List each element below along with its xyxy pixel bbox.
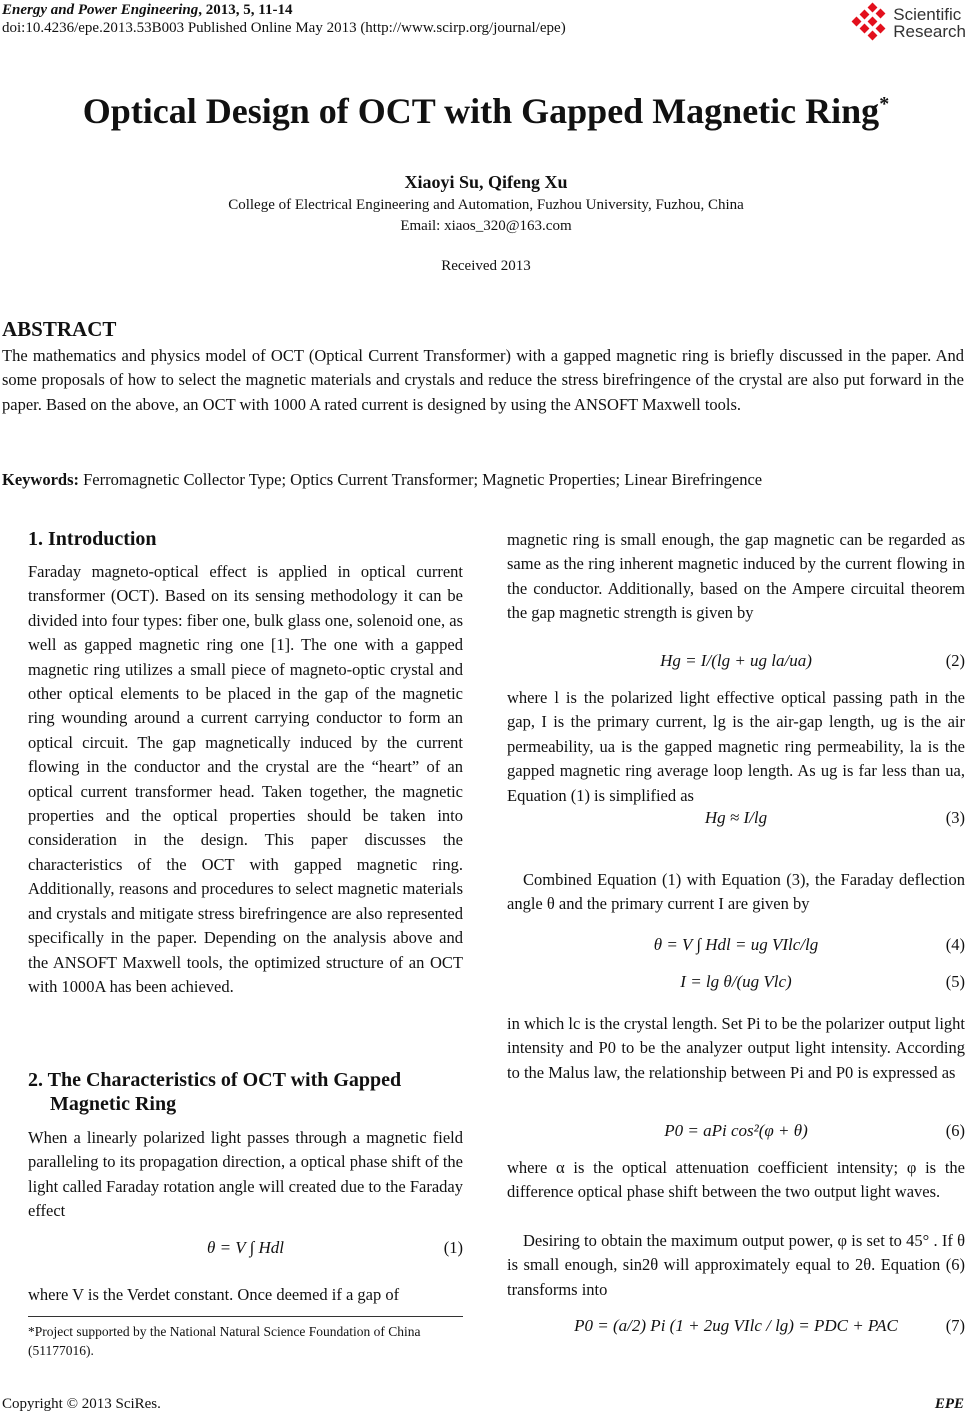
equation-4: θ = V ∫ Hdl = ug VIlc/lg (4) xyxy=(653,935,965,954)
equation-3: Hg ≈ I/lg (3) xyxy=(704,808,965,827)
keywords-text: Ferromagnetic Collector Type; Optics Current Transformer; Magnetic Properties; Linear Birefringence xyxy=(79,470,763,489)
copyright: Copyright © 2013 SciRes. xyxy=(2,1396,161,1412)
journal-abbreviation: EPE xyxy=(934,1396,964,1412)
journal-name: Energy and Power Engineering xyxy=(2,2,199,18)
journal-volume: , 2013, 5, 11-14 xyxy=(198,2,293,18)
footnote-mark: * xyxy=(879,93,890,115)
section-2-paragraph-2: where V is the Verdet constant. Once deemed if a gap of xyxy=(28,1285,400,1304)
equation-number: (2) xyxy=(945,651,965,670)
intro-paragraph: Faraday magneto-optical effect is applied in optical current transformer (OCT). Based on its sensing methodology it can be divided into four types: fiber one, bulk glass one, solenoid one, as well as gapped magnetic ring one [1]. The one with a gapped magnetic ring utilizes a small piece of magneto-optic crystal and other optical elements to be placed in the gap of the magnetic ring wounding around a current carrying conductor to form an optical circuit. The gap magnetically induced by the current flowing in the conductor and the crystal are the “heart” of an optical current transformer head. Taken together, the magnetic properties and the optical properties should be taken into consideration in the design. This paper discusses the characteristics of the OCT with gapped magnetic ring. Additionally, reasons and procedures to select magnetic materials and crystals and mitigate stress birefringence are also represented specifically in the paper. Depending on the analysis above and the ANSOFT Maxwell tools, the optimized structure of an OCT with 1000A has been achieved. xyxy=(28,562,463,996)
keywords-label: Keywords: xyxy=(2,470,79,489)
abstract-heading: ABSTRACT xyxy=(2,317,117,341)
equation-2: Hg = I/(lg + ug la/ua) (2) xyxy=(660,651,965,670)
equation-7: P0 = (a/2) Pi (1 + 2ug VIlc / lg) = PDC + PAC (7) xyxy=(574,1316,965,1335)
equation-5: I = lg θ/(ug Vlc) (5) xyxy=(680,972,965,991)
keywords xyxy=(2,468,964,492)
received-date: Received 2013 xyxy=(441,258,531,274)
section-2-heading: 2. The Characteristics of OCT with Gapped Magnetic Ring xyxy=(28,1069,402,1115)
email: Email: xiaos_320@163.com xyxy=(400,218,572,234)
authors: Xiaoyi Su, Qifeng Xu xyxy=(404,172,568,192)
right-paragraph-4: in which lc is the crystal length. Set Pi to be the polarizer output light intensity and P0 to be the analyzer output light intensity. According to the Malus law, the relationship between Pi and P0 is expressed as xyxy=(507,1014,965,1082)
right-paragraph-3: Combined Equation (1) with Equation (3), the Faraday deflection angle θ and the primary current I are given by xyxy=(507,870,965,914)
logo-text-1: Scientific xyxy=(893,5,962,24)
right-paragraph-5: where α is the optical attenuation coefficient intensity; φ is the difference optical phase shift between the two output light waves. xyxy=(507,1158,965,1202)
logo-diamonds-icon xyxy=(851,4,889,42)
equation-number: (4) xyxy=(945,935,965,954)
logo-text-2: Research xyxy=(893,22,966,41)
footnote-divider xyxy=(28,1316,463,1317)
section-1-heading: 1. Introduction xyxy=(28,528,157,550)
affiliation: College of Electrical Engineering and Automation, Fuzhou University, Fuzhou, China xyxy=(228,197,744,213)
right-paragraph-2: where l is the polarized light effective optical passing path in the gap, I is the primary current, lg is the air-gap length, ug is the air permeability, ua is the gapped magnetic ring permeability, la is the gapped magnetic ring average loop length. As ug is far less than ua, Equation (1) is simplified as xyxy=(507,688,965,805)
paper-title: Optical Design of OCT with Gapped Magnetic Ring* xyxy=(82,91,890,131)
doi-line: doi:10.4236/epe.2013.53B003 Published Online May 2013 (http://www.scirp.org/journal/epe) xyxy=(2,20,566,36)
footnote: *Project supported by the National Natural Science Foundation of China (51177016). xyxy=(28,1324,421,1358)
equation-number: (6) xyxy=(945,1121,965,1140)
equation-6: P0 = aPi cos²(φ + θ) (6) xyxy=(664,1121,965,1140)
equation-number: (3) xyxy=(945,808,965,827)
equation-number: (7) xyxy=(945,1316,965,1335)
publisher-logo xyxy=(851,4,966,42)
equation-1: θ = V ∫ Hdl (1) xyxy=(206,1238,463,1257)
right-paragraph-1: magnetic ring is small enough, the gap magnetic can be regarded as same as the ring inherent magnetic induced by the current flowing in the conductor. Additionally, based on the Ampere circuital theorem the gap magnetic strength is given by xyxy=(507,530,965,623)
journal-citation xyxy=(2,2,292,19)
right-paragraph-6: Desiring to obtain the maximum output power, φ is set to 45° . If θ is small enough, sin2θ will approximately equal to 2θ. Equation (6) transforms into xyxy=(507,1231,965,1299)
abstract-text: The mathematics and physics model of OCT (Optical Current Transformer) with a gapped magnetic ring is briefly discussed in the paper. And some proposals of how to select the magnetic materials and crystals and reduce the stress birefringence of the crystal are also put forward in the paper. Based on the above, an OCT with 1000 A rated current is designed by using the ANSOFT Maxwell tools. xyxy=(2,346,964,414)
equation-number: (5) xyxy=(945,972,965,991)
section-2-paragraph: When a linearly polarized light passes through a magnetic field paralleling to its propagation direction, a optical phase shift of the light called Faraday rotation angle will created due to the Faraday effect xyxy=(28,1128,463,1221)
equation-number: (1) xyxy=(443,1238,463,1257)
